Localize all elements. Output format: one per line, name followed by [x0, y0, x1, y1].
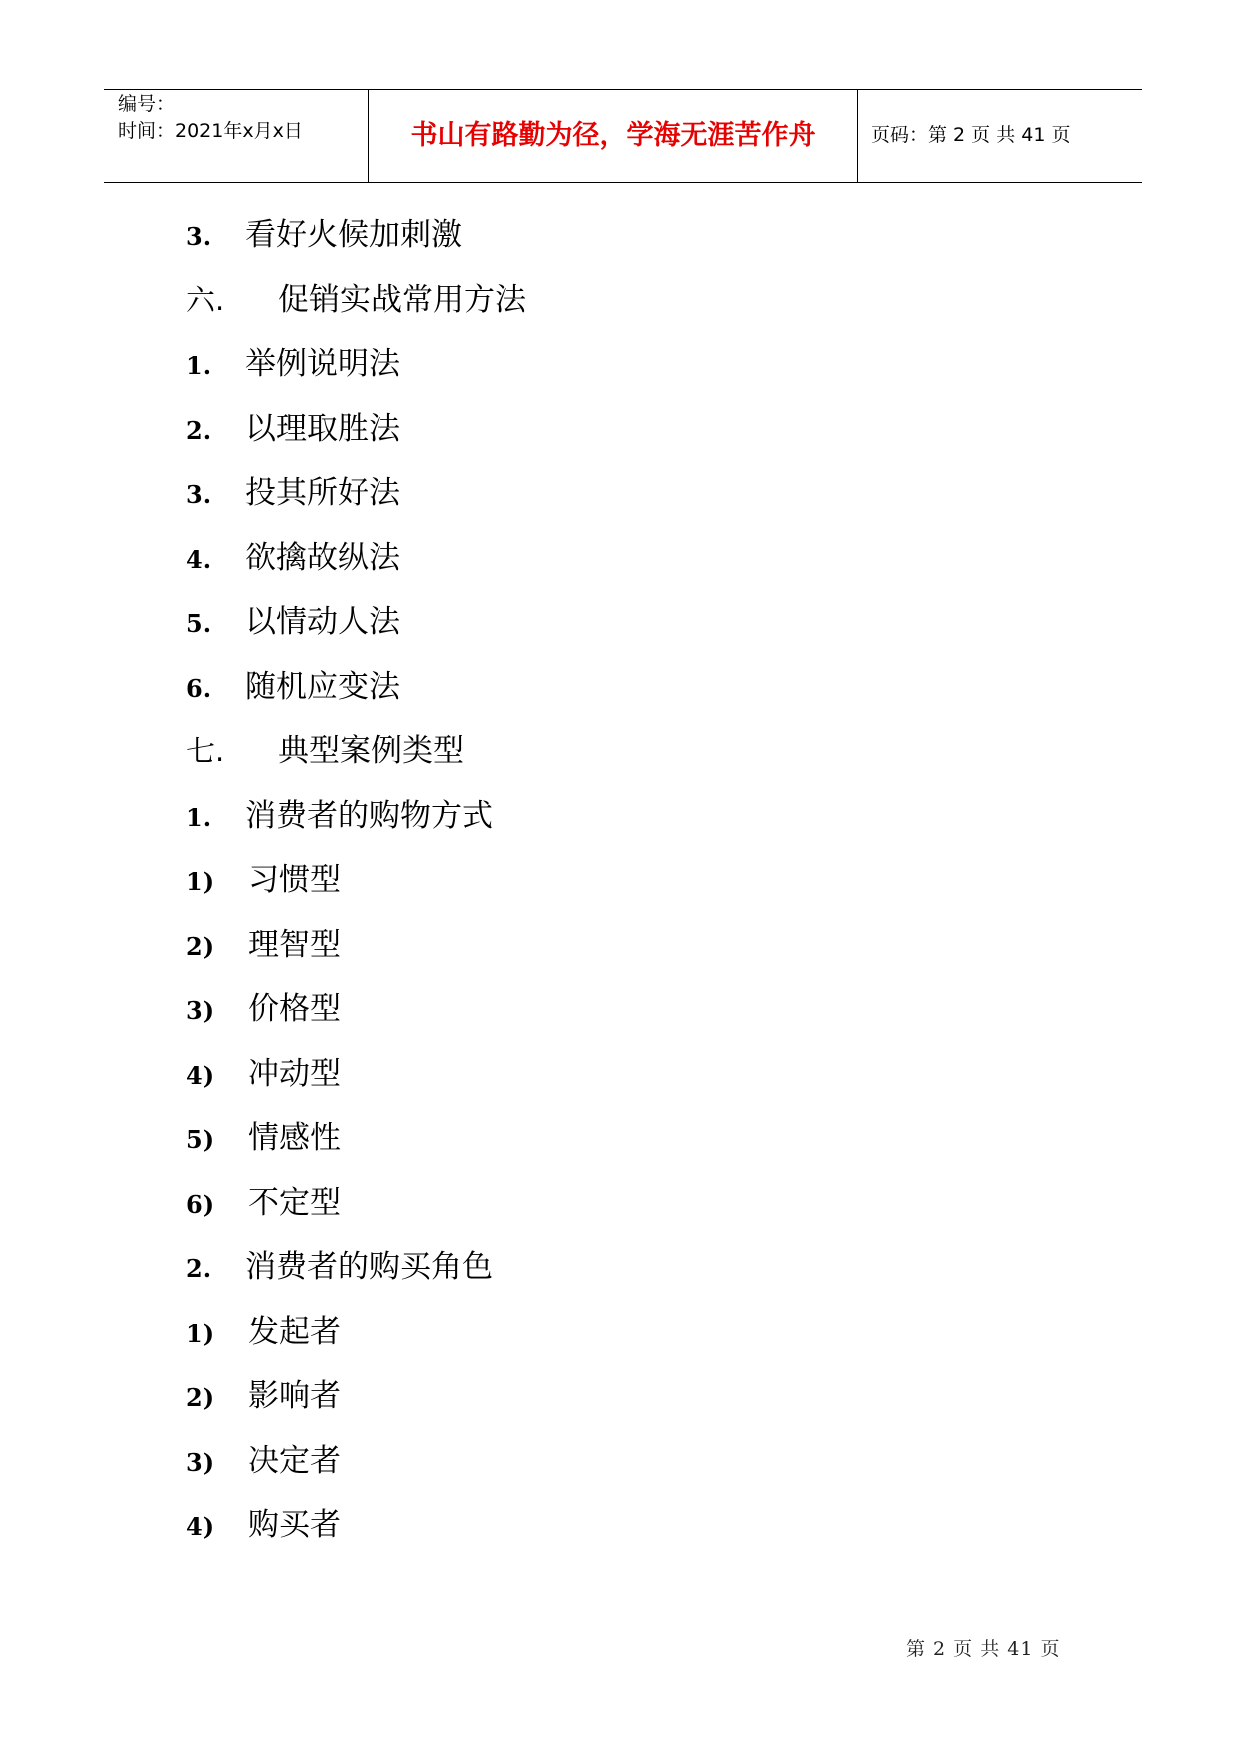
serial-label: 编号：: [118, 93, 176, 115]
outline-item-text: 价格型: [248, 991, 341, 1027]
outline-item-text: 习惯型: [248, 862, 341, 898]
outline-item-text: 情感性: [248, 1120, 341, 1156]
footer-page-number: 第 2 页 共 41 页: [906, 1638, 1061, 1660]
outline-item-number: 4): [186, 1061, 215, 1090]
outline-item-number: 2): [186, 932, 215, 961]
outline-item-text: 不定型: [248, 1185, 341, 1221]
outline-item-number: 6.: [186, 674, 212, 703]
outline-item-number: 4.: [186, 545, 212, 574]
outline-item-text: 欲擒故纵法: [245, 540, 400, 576]
outline-item-number: 5): [186, 1125, 215, 1154]
outline-item-number: 2.: [186, 1254, 212, 1283]
motto: 书山有路勤为径，学海无涯苦作舟: [410, 120, 816, 151]
header-motto-cell: [368, 90, 858, 182]
outline-item-number: 3.: [186, 480, 212, 509]
outline-item-text: 促销实战常用方法: [278, 282, 526, 318]
outline-item-number: 2.: [186, 416, 212, 445]
outline-item-number: 3): [186, 996, 215, 1025]
outline-item-text: 消费者的购物方式: [245, 798, 493, 834]
header-page-cell: [857, 90, 1142, 182]
outline-item-number: 2): [186, 1383, 215, 1412]
time-label: 时间：2021年x月x日: [118, 120, 303, 142]
header-meta-cell: [104, 90, 368, 182]
outline-item-number: 5.: [186, 609, 212, 638]
outline-item-number: 七.: [186, 734, 225, 768]
outline-item-number: 1.: [186, 351, 212, 380]
outline-item-text: 消费者的购买角色: [245, 1249, 493, 1285]
outline-item-text: 发起者: [248, 1314, 341, 1350]
outline-item-text: 决定者: [248, 1443, 341, 1479]
header-page-number: 页码：第 2 页 共 41 页: [871, 124, 1071, 146]
outline-item-text: 冲动型: [248, 1056, 341, 1092]
outline-item-number: 4): [186, 1512, 215, 1541]
outline-item-text: 看好火候加刺激: [245, 217, 462, 253]
outline-item-text: 投其所好法: [245, 475, 400, 511]
outline-item-text: 购买者: [248, 1507, 341, 1543]
outline-item-text: 影响者: [248, 1378, 341, 1414]
outline-item-number: 6): [186, 1190, 215, 1219]
outline-item-number: 3.: [186, 222, 212, 251]
outline-item-number: 六.: [186, 283, 225, 317]
outline-item-number: 1.: [186, 803, 212, 832]
outline-item-number: 1): [186, 867, 215, 896]
document-header: [104, 89, 1142, 183]
outline-item-text: 随机应变法: [245, 669, 400, 705]
outline-item-number: 1): [186, 1319, 215, 1348]
outline-item-text: 以理取胜法: [245, 411, 400, 447]
outline-item-text: 理智型: [248, 927, 341, 963]
outline-item-text: 以情动人法: [245, 604, 400, 640]
outline-item-text: 举例说明法: [245, 346, 400, 382]
outline-item-number: 3): [186, 1448, 215, 1477]
outline-item-text: 典型案例类型: [278, 733, 464, 769]
